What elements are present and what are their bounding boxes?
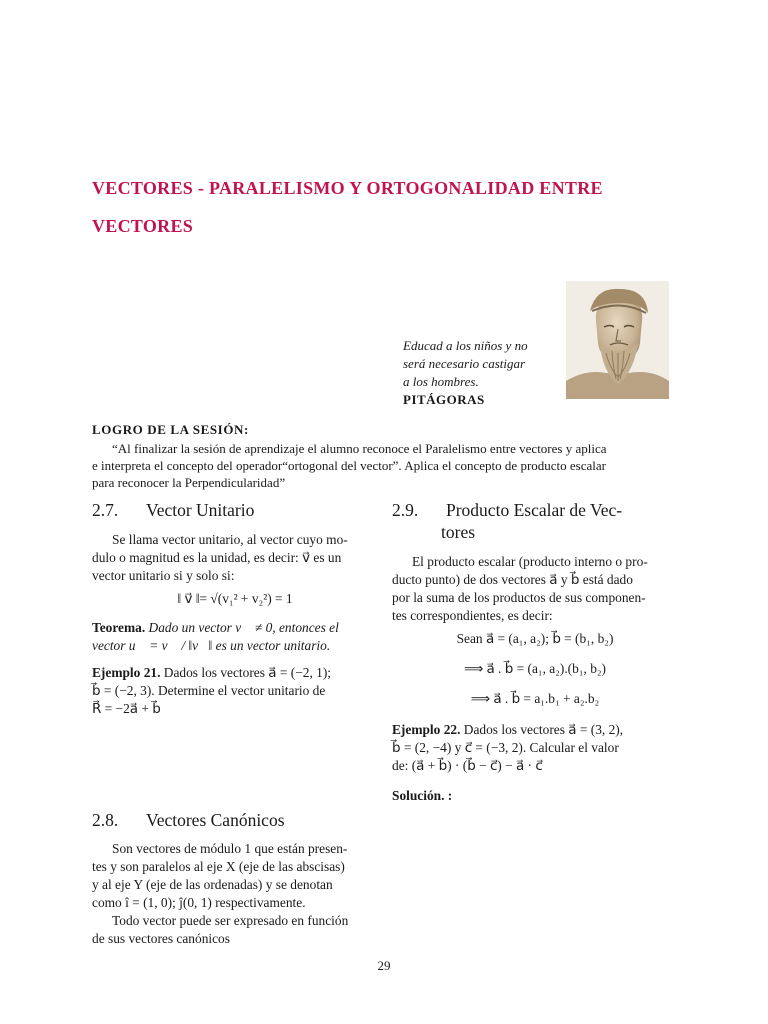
paragraph-line: de sus vectores canónicos bbox=[92, 931, 230, 946]
dot-product-equation-2: ⟹ a⃗ . b⃗ = (a₁, a₂).(b₁, b₂) bbox=[463, 661, 607, 676]
section-2-8-paragraph bbox=[92, 840, 378, 948]
ejemplo-text: b⃗ = (−2, 3). Determine el vector unitario de bbox=[92, 683, 326, 698]
section-heading-2-8 bbox=[92, 809, 285, 831]
pythagoras-bust-image bbox=[566, 281, 669, 399]
chapter-title-line-2: VECTORES bbox=[92, 216, 194, 236]
epigraph-line-1: Educad a los niños y no bbox=[403, 338, 528, 353]
ejemplo-label: Ejemplo 21. bbox=[92, 665, 161, 680]
paragraph-line: Todo vector puede ser expresado en función bbox=[112, 913, 349, 928]
logro-line-2: e interpreta el concepto del operador“ortogonal del vector”. Aplica el concepto de producto escalar bbox=[92, 458, 606, 473]
dot-product-equation-3: ⟹ a⃗ . b⃗ = a₁.b₁ + a₂.b₂ bbox=[470, 691, 600, 706]
epigraph-line-3: a los hombres. bbox=[403, 374, 479, 389]
ejemplo-text: de: (a⃗ + b⃗) · (b⃗ − c⃗) − a⃗ · c⃗ bbox=[392, 758, 543, 773]
section-title-continued: tores bbox=[441, 522, 476, 542]
logro-heading: LOGRO DE LA SESIÓN: bbox=[92, 422, 249, 437]
logro-line-3: para reconocer la Perpendicularidad” bbox=[92, 475, 286, 490]
paragraph-line: vector unitario si y solo si: bbox=[92, 568, 235, 583]
section-title: Vectores Canónicos bbox=[146, 810, 285, 830]
ejemplo-label: Ejemplo 22. bbox=[392, 722, 461, 737]
unit-vector-equation: ‖ v⃗ ‖= √(v₁² + v₂²) = 1 bbox=[177, 591, 293, 606]
logro-line-1: “Al finalizar la sesión de aprendizaje el alumno reconoce el Paralelismo entre vectores y aplica bbox=[112, 441, 607, 456]
section-title: Vector Unitario bbox=[146, 500, 255, 520]
teorema-label: Teorema. bbox=[92, 620, 146, 635]
section-2-7-paragraph bbox=[92, 531, 378, 585]
paragraph-line: ducto punto) de dos vectores a⃗ y b⃗ está dado bbox=[392, 572, 633, 587]
paragraph-line: como î = (1, 0); ĵ(0, 1) respectivamente. bbox=[92, 895, 306, 910]
ejemplo-22 bbox=[392, 721, 678, 775]
page-number: 29 bbox=[377, 958, 391, 973]
paragraph-line: tes y son paralelos al eje X (eje de las abscisas) bbox=[92, 859, 345, 874]
section-title: Producto Escalar de Vec- bbox=[446, 500, 623, 520]
solucion-label: Solución. : bbox=[392, 788, 453, 803]
paragraph-line: Son vectores de módulo 1 que están presen- bbox=[112, 841, 348, 856]
teorema-text: Dado un vector v⃗ ≠ 0, entonces el bbox=[148, 620, 339, 635]
section-heading-2-9 bbox=[392, 499, 682, 543]
section-2-9-paragraph bbox=[392, 553, 678, 625]
epigraph-quote bbox=[403, 337, 568, 409]
chapter-title-line-1: VECTORES - PARALELISMO Y ORTOGONALIDAD ENTRE bbox=[92, 178, 603, 198]
paragraph-line: dulo o magnitud es la unidad, es decir: v⃗ es un bbox=[92, 550, 342, 565]
section-number: 2.7. bbox=[92, 500, 119, 520]
logro-text bbox=[92, 440, 678, 491]
teorema-text: vector u⃗ = v⃗ / ‖v⃗‖ es un vector unitario. bbox=[92, 638, 331, 653]
ejemplo-text: Dados los vectores a⃗ = (−2, 1); bbox=[163, 665, 332, 680]
paragraph-line: tes correspondientes, es decir: bbox=[392, 608, 553, 623]
epigraph-line-2: será necesario castigar bbox=[403, 356, 526, 371]
teorema-block bbox=[92, 619, 378, 655]
paragraph-line: El producto escalar (producto interno o pro- bbox=[412, 554, 648, 569]
paragraph-line: Se llama vector unitario, al vector cuyo mo- bbox=[112, 532, 348, 547]
ejemplo-21 bbox=[92, 664, 378, 718]
ejemplo-text: b⃗ = (2, −4) y c⃗ = (−3, 2). Calcular el valor bbox=[392, 740, 619, 755]
section-number: 2.8. bbox=[92, 810, 119, 830]
dot-product-equation-1: Sean a⃗ = (a₁, a₂); b⃗ = (b₁, b₂) bbox=[456, 631, 614, 646]
paragraph-line: y al eje Y (eje de las ordenadas) y se denotan bbox=[92, 877, 333, 892]
section-number: 2.9. bbox=[392, 500, 419, 520]
epigraph-author: PITÁGORAS bbox=[403, 392, 485, 407]
section-heading-2-7 bbox=[92, 499, 254, 521]
ejemplo-text: R⃗ = −2a⃗ + b⃗ bbox=[92, 701, 161, 716]
paragraph-line: por la suma de los productos de sus componen- bbox=[392, 590, 646, 605]
ejemplo-text: Dados los vectores a⃗ = (3, 2), bbox=[463, 722, 624, 737]
